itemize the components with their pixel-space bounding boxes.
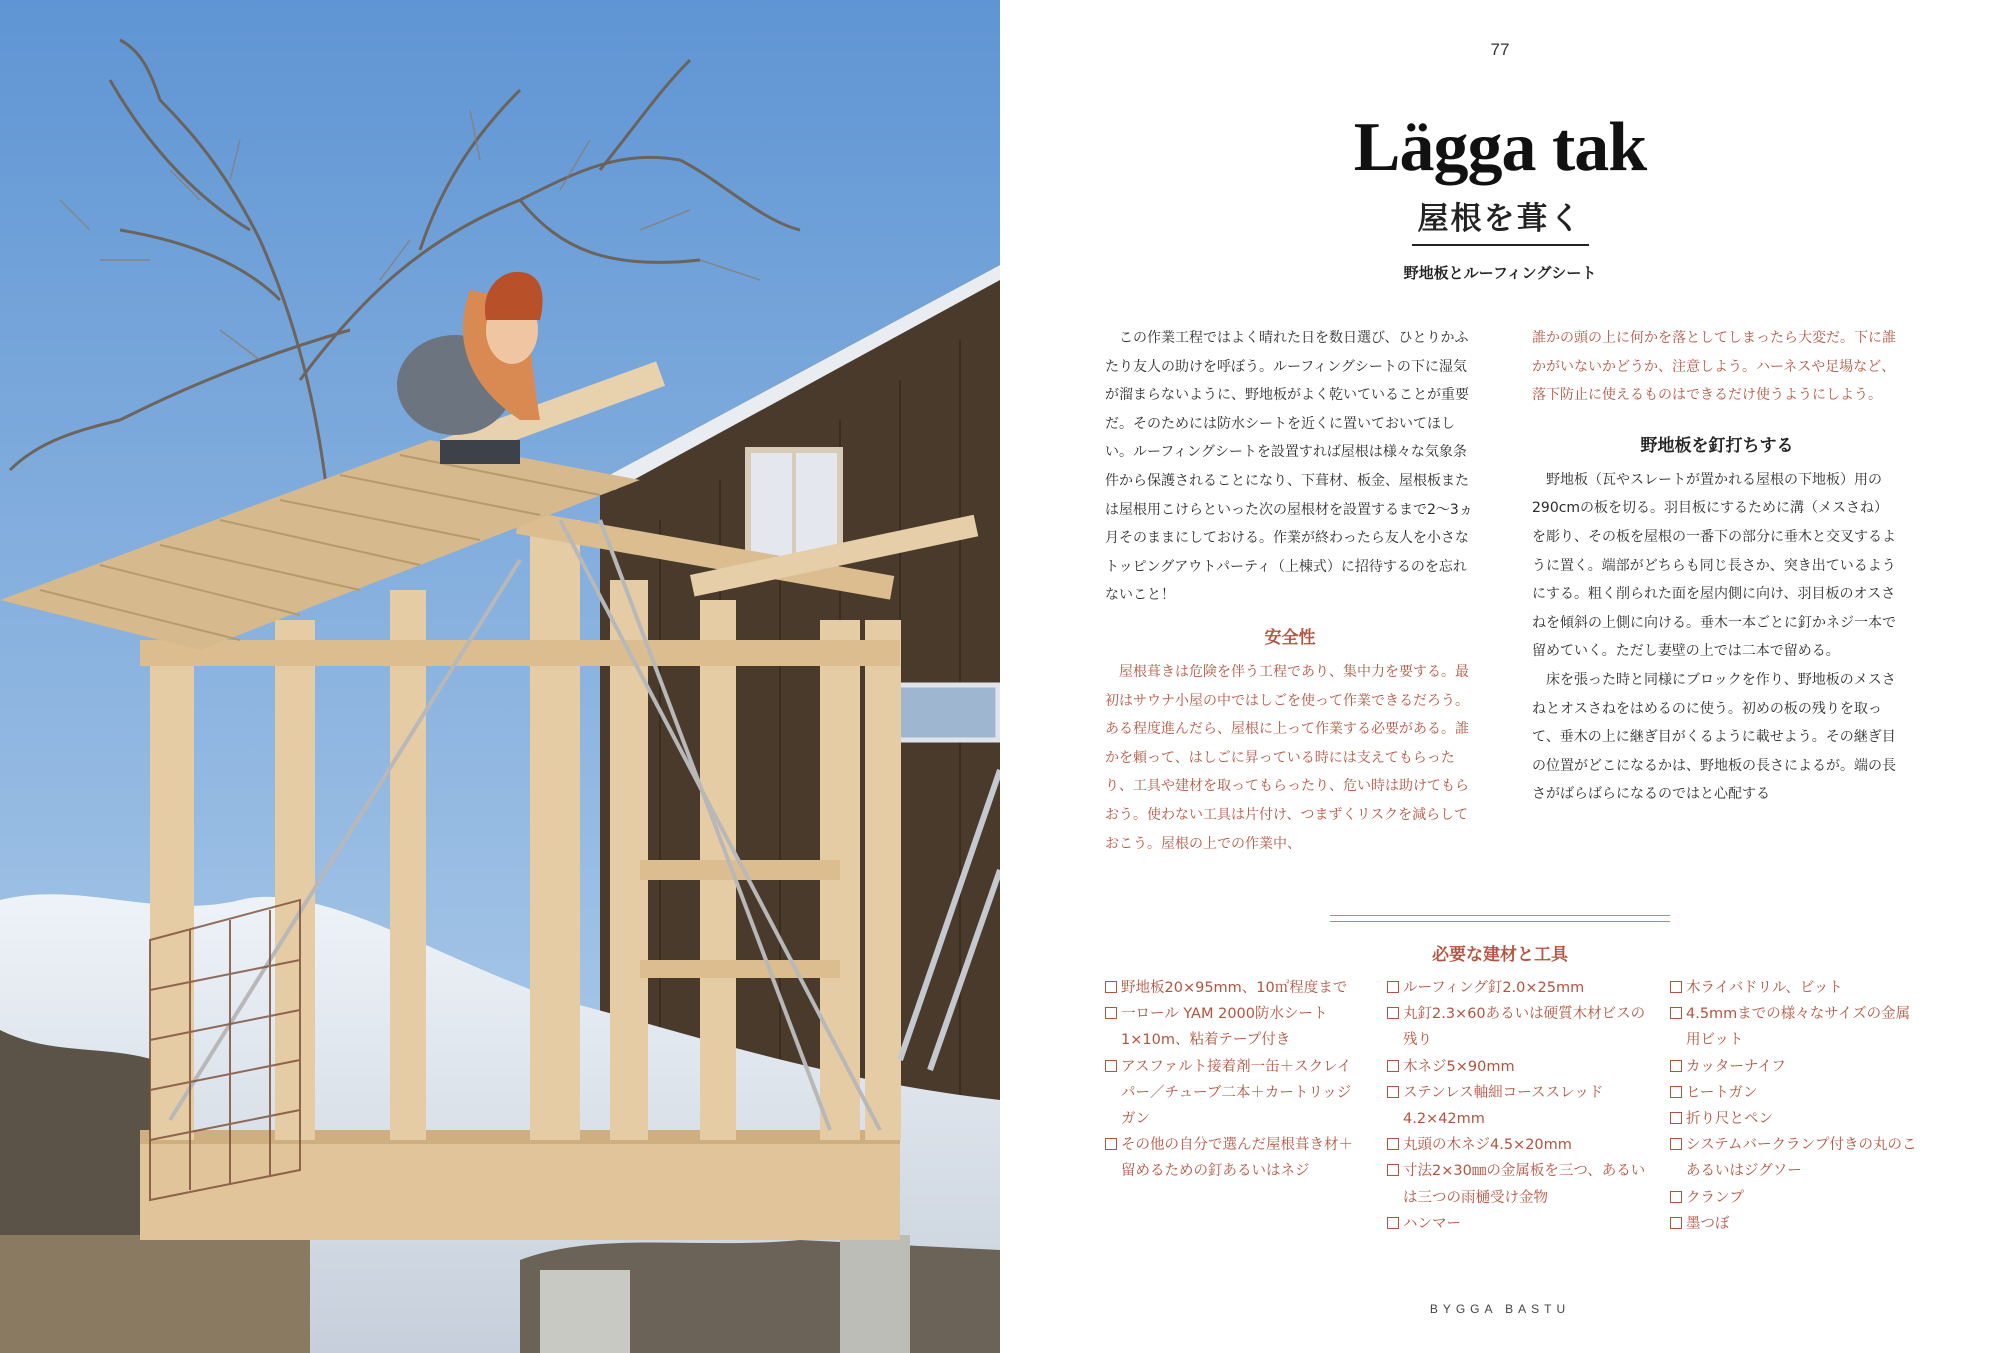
safety-paragraph-continued: 誰かの頭の上に何かを落としてしまったら大変だ。下に誰かがいないかどうか、注意しよう。ハーネスや足場など、落下防止に使えるものはできるだけ使うようにしよう。 bbox=[1532, 330, 1896, 404]
checklist-item bbox=[1670, 1054, 1920, 1080]
checklist-item bbox=[1670, 1132, 1920, 1184]
concrete-block bbox=[840, 1235, 910, 1353]
checklist-item-text: システムバークランプ付きの丸のこあるいはジグソー bbox=[1686, 1137, 1917, 1180]
checklist-item bbox=[1387, 1054, 1652, 1080]
checklist-item-text: 野地板20×95mm、10㎡程度まで bbox=[1121, 980, 1348, 996]
checklist-item-text: 4.5mmまでの様々なサイズの金属用ビット bbox=[1686, 1006, 1911, 1049]
checklist-item bbox=[1387, 1158, 1652, 1210]
section-divider bbox=[1330, 915, 1670, 922]
nailing-heading: 野地板を釘打ちする bbox=[1640, 435, 1794, 456]
checkbox-icon bbox=[1387, 1007, 1399, 1019]
checkbox-icon bbox=[1670, 1217, 1682, 1229]
page-number: 77 bbox=[1490, 40, 1510, 59]
checklist-item bbox=[1670, 1080, 1920, 1106]
checklist-item bbox=[1387, 1080, 1652, 1132]
checklist-item-text: カッターナイフ bbox=[1686, 1058, 1786, 1075]
checkbox-icon bbox=[1387, 981, 1399, 993]
checklist-item-text: 木ライバドリル、ビット bbox=[1686, 980, 1843, 996]
checklist-item bbox=[1105, 1001, 1355, 1053]
checklist-item bbox=[1387, 1132, 1652, 1158]
checklist-item-text: アスファルト接着剤一缶＋スクレイパー／チューブ二本＋カートリッジガン bbox=[1121, 1058, 1352, 1128]
checkbox-icon bbox=[1387, 1217, 1399, 1229]
page-subtitle: 屋根を葺く bbox=[1412, 193, 1589, 246]
checkbox-icon bbox=[1670, 1060, 1682, 1072]
text-column-left bbox=[1105, 324, 1475, 858]
checkbox-icon bbox=[1105, 1007, 1117, 1019]
text-column-right bbox=[1532, 324, 1902, 809]
checkbox-icon bbox=[1670, 981, 1682, 993]
checkbox-icon bbox=[1387, 1164, 1399, 1176]
checklist-item-text: 折り尺とペン bbox=[1686, 1111, 1773, 1128]
safety-paragraph: 屋根葺きは危険を伴う工程であり、集中力を要する。最初はサウナ小屋の中ではしごを使って作業できるだろう。ある程度進んだら、屋根に上って作業する必要がある。誰かを頼って、はしごに昇っている時には支えてもらったり、工具や建材を取ってもらったり、危い時は助けてもらおう。使わない工具は片付け、つまずくリスクを減らしておこう。屋根の上での作業中、 bbox=[1105, 663, 1469, 852]
tools-heading: 必要な建材と工具 bbox=[1432, 945, 1568, 965]
concrete-block bbox=[540, 1270, 630, 1353]
checkbox-icon bbox=[1387, 1138, 1399, 1150]
checkbox-icon bbox=[1670, 1086, 1682, 1098]
checkbox-icon bbox=[1105, 981, 1117, 993]
checklist-item bbox=[1387, 1211, 1652, 1237]
checklist-item-text: ハンマー bbox=[1403, 1215, 1461, 1232]
subtitle-container bbox=[1000, 193, 2000, 246]
checklist-item-text: ルーフィング釘2.0×25mm bbox=[1403, 980, 1585, 996]
checklist-item-text: クランプ bbox=[1686, 1189, 1744, 1206]
checklist-item-text: 木ネジ5×90mm bbox=[1403, 1058, 1515, 1075]
checklist-item-text: ヒートガン bbox=[1686, 1084, 1758, 1101]
checklist-item bbox=[1670, 1211, 1920, 1237]
checkbox-icon bbox=[1670, 1112, 1682, 1124]
nailing-paragraph-2: 床を張った時と同様にブロックを作り、野地板のメスさねとオスさねをはめるのに使う。初めの板の残りを取って、垂木の上に継ぎ目がくるように載せよう。その継ぎ目の位置がどこになるかは、野地板の長さによるが。端の長さがばらばらになるのではと心配する bbox=[1532, 671, 1896, 803]
checklist-item bbox=[1670, 1106, 1920, 1132]
checklist-item-text: その他の自分で選んだ屋根葺き材＋留めるための釘あるいはネジ bbox=[1121, 1137, 1353, 1180]
book-footer: BYGGA BASTU bbox=[1429, 1302, 1571, 1316]
text-page bbox=[1000, 0, 2000, 1353]
checkbox-icon bbox=[1387, 1086, 1399, 1098]
checkbox-icon bbox=[1105, 1060, 1117, 1072]
checklist-item-text: ステンレス軸細コーススレッド4.2×42mm bbox=[1403, 1084, 1604, 1128]
checkbox-icon bbox=[1670, 1138, 1682, 1150]
checklist-item-text: 墨つぼ bbox=[1686, 1215, 1730, 1232]
section-heading: 野地板とルーフィングシート bbox=[1403, 264, 1597, 282]
intro-paragraph: この作業工程ではよく晴れた日を数日選び、ひとりかふたり友人の助けを呼ぼう。ルーフィングシートの下に湿気が溜まらないように、野地板がよく乾いていることが重要だ。そのためには防水シートを近くに置いておいてほしい。ルーフィングシートを設置すれば屋根は様々な気象条件から保護されることになり、下葺材、板金、屋根板または屋根用こけらといった次の屋根材を設置するまで2〜3ヵ月そのままにしておける。作業が終わったら友人を小さなトッピングアウトパーティ（上棟式）に招待するのを忘れないこと！ bbox=[1105, 330, 1473, 604]
checkbox-icon bbox=[1670, 1007, 1682, 1019]
checklist-item-text: 寸法2×30㎜の金属板を三つ、あるいは三つの雨樋受け金物 bbox=[1403, 1163, 1646, 1206]
checkbox-icon bbox=[1387, 1060, 1399, 1072]
checklist-item-text: 丸頭の木ネジ4.5×20mm bbox=[1403, 1137, 1572, 1154]
tools-list-column-2 bbox=[1387, 975, 1652, 1237]
checklist-item-text: 一ロール YAM 2000防水シート1×10m、粘着テープ付き bbox=[1121, 1006, 1328, 1049]
floor-frame bbox=[140, 1130, 900, 1240]
nailing-paragraph-1: 野地板（瓦やスレートが置かれる屋根の下地板）用の290cmの板を切る。羽目板にするために溝（メスさね）を彫り、その板を屋根の一番下の部分に垂木と交叉するように置く。端部がどちらも同じ長さか、突き出ているようにする。粗く削られた面を屋内側に向け、羽目板のオスさねを傾斜の上側に向ける。垂木一本ごとに釘かネジ一本で留めていく。ただし妻壁の上では二本で留める。 bbox=[1532, 471, 1896, 660]
checklist-item bbox=[1670, 1185, 1920, 1211]
checklist-item bbox=[1387, 1001, 1652, 1053]
checklist-item bbox=[1670, 975, 1920, 1001]
tools-list-column-1 bbox=[1105, 975, 1355, 1185]
checklist-item bbox=[1387, 975, 1652, 1001]
checklist-item-text: 丸釘2.3×60あるいは硬質木材ビスの残り bbox=[1403, 1006, 1646, 1049]
checklist-item bbox=[1105, 1132, 1355, 1184]
checklist-item bbox=[1105, 1054, 1355, 1133]
tools-list-column-3 bbox=[1670, 975, 1920, 1237]
checkbox-icon bbox=[1105, 1138, 1117, 1150]
safety-heading: 安全性 bbox=[1264, 627, 1316, 648]
page-title: Lägga tak bbox=[1353, 109, 1647, 186]
checkbox-icon bbox=[1670, 1191, 1682, 1203]
checklist-item bbox=[1670, 1001, 1920, 1053]
checklist-item bbox=[1105, 975, 1355, 1001]
